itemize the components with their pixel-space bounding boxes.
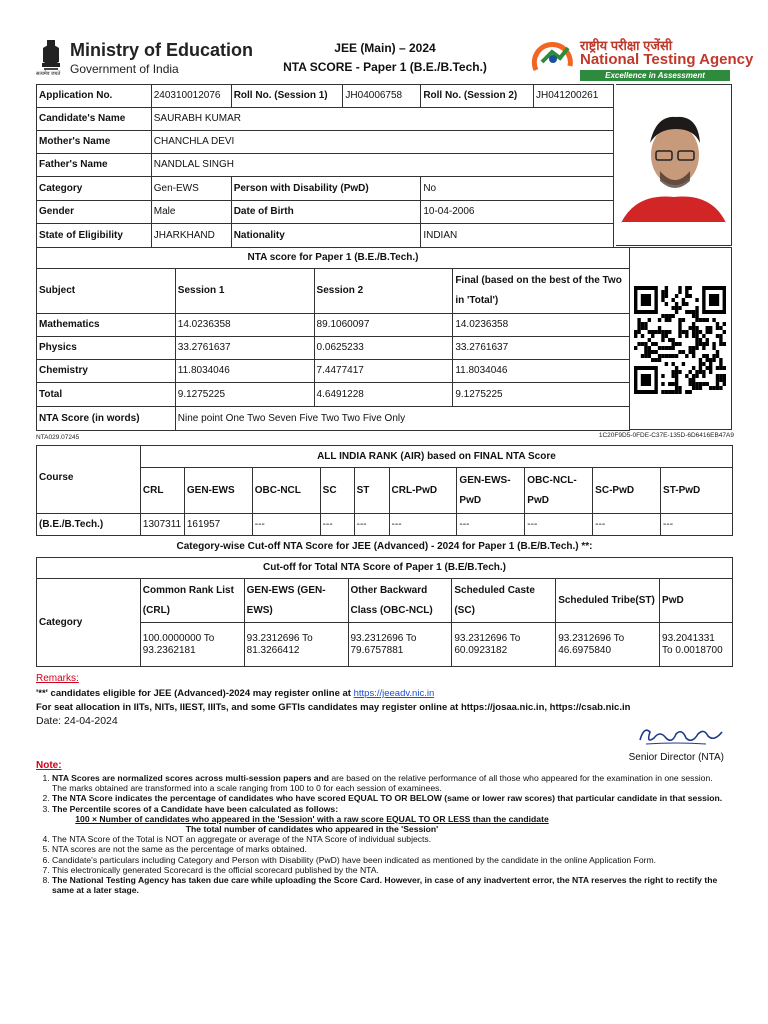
application-no-label: Application No.	[37, 85, 152, 108]
code-right: 1C20F9D5-0FDE-C37E-135D-6D6416EB47A9	[598, 432, 734, 439]
qr-code	[630, 247, 732, 430]
cutoff-value-line: 93.2041331	[662, 632, 715, 644]
note-2: The NTA Score indicates the percentage of candidates who have scored EQUAL TO OR BELOW (same or lower raw scores) that particular candidate in that session.	[52, 793, 723, 804]
air-header: ST	[354, 468, 389, 514]
score-table-title: NTA score for Paper 1 (B.E./B.Tech.)	[37, 248, 630, 269]
ministry-subtitle: Government of India	[70, 62, 179, 76]
cutoff-value-line: 93.2312696 To	[558, 632, 625, 644]
code-left: NTA029.07245	[36, 434, 80, 441]
nta-score-table	[36, 247, 630, 431]
jeeadv-link[interactable]: https://jeeadv.nic.in	[353, 688, 435, 699]
air-value: ---	[457, 514, 525, 536]
cutoff-header-line: (SC)	[454, 604, 475, 616]
cutoff-header-line: (CRL)	[142, 604, 171, 616]
cutoff-value-line: 81.3266412	[246, 644, 300, 656]
cutoff-header	[348, 579, 452, 623]
air-header: CRL	[140, 468, 184, 514]
session2-score: 89.1060097	[314, 314, 453, 337]
final-score: 9.1275225	[453, 383, 630, 407]
state-value: JHARKHAND	[151, 224, 231, 248]
roll1-value: JH04006758	[343, 85, 421, 108]
gender-value: Male	[151, 201, 231, 224]
table-row	[37, 383, 630, 407]
col-final-header-line2: in 'Total')	[455, 295, 499, 306]
nta-emblem-icon	[530, 36, 576, 82]
col-final-header-line1: Final (based on the best of the Two	[455, 275, 622, 286]
nta-english-name: National Testing Agency	[580, 51, 754, 68]
category-value: Gen-EWS	[151, 177, 231, 201]
table-row	[37, 314, 630, 337]
note-item: 7. This electronically generated Scorecard is the official scorecard published by the NTA.	[52, 865, 726, 875]
candidate-name-value: SAURABH KUMAR	[151, 108, 613, 131]
emblem-motto: सत्यमेव जयते	[36, 71, 61, 77]
cutoff-header-line: Common Rank List	[142, 584, 234, 596]
cutoff-header	[452, 579, 556, 623]
candidate-photo	[616, 84, 732, 246]
final-score: 33.2761637	[453, 337, 630, 360]
candidate-name-label: Candidate's Name	[37, 108, 152, 131]
cutoff-value	[140, 623, 244, 667]
air-header: ST-PwD	[661, 468, 733, 514]
cutoff-value	[452, 623, 556, 667]
score-title: NTA SCORE - Paper 1 (B.E./B.Tech.)	[283, 60, 487, 74]
notes-list	[36, 773, 726, 895]
session2-score: 4.6491228	[314, 383, 453, 407]
note-label: Note:	[36, 760, 62, 771]
cutoff-category-label: Category	[37, 579, 141, 667]
table-row	[37, 514, 733, 536]
gender-label: Gender	[37, 201, 152, 224]
table-row	[37, 623, 733, 667]
person-photo-icon	[616, 85, 730, 245]
final-score: 11.8034046	[453, 360, 630, 383]
state-label: State of Eligibility	[37, 224, 152, 248]
dob-label: Date of Birth	[231, 201, 421, 224]
course-value: (B.E./B.Tech.)	[37, 514, 141, 536]
cutoff-value-line: 93.2312696 To	[454, 632, 521, 644]
note-item: 4. The NTA Score of the Total is NOT an aggregate or average of the NTA Score of individual subjects.	[52, 834, 726, 844]
score-words-value: Nine point One Two Seven Five Two Two Five Only	[175, 407, 629, 431]
dob-value: 10-04-2006	[421, 201, 614, 224]
cutoff-header: Scheduled Tribe(ST)	[556, 579, 660, 623]
remarks-line1	[36, 688, 434, 699]
table-row	[37, 360, 630, 383]
air-header: OBC-NCL-PwD	[525, 468, 593, 514]
pwd-value: No	[421, 177, 614, 201]
air-value: ---	[354, 514, 389, 536]
formula-numerator: 100 × Number of candidates who appeared in the 'Session' with a raw score EQUAL TO OR LESS than the candidate	[75, 813, 549, 824]
air-header: CRL-PwD	[389, 468, 457, 514]
remarks-line1-text: '**' candidates eligible for JEE (Advanced)-2024 may register online at	[36, 688, 351, 699]
nta-hindi-name: राष्ट्रीय परीक्षा एजेंसी	[580, 38, 673, 53]
note-8: The National Testing Agency has taken due care while uploading the Score Card. However, in case of any inadvertent error, the NTA reserves the right to rectify the same at a later stage.	[52, 875, 718, 896]
nta-tagline: Excellence in Assessment	[580, 70, 730, 81]
cutoff-header-line: Class (OBC-NCL)	[350, 604, 433, 616]
cutoff-value-line: 46.6975840	[558, 644, 612, 656]
cutoff-heading: Category-wise Cut-off NTA Score for JEE (Advanced) - 2024 for Paper 1 (B.E/B.Tech.) **:	[176, 541, 593, 552]
subject-name: Chemistry	[37, 360, 176, 383]
exam-title: JEE (Main) – 2024	[334, 41, 436, 55]
session1-score: 33.2761637	[175, 337, 314, 360]
col-session2-header: Session 2	[314, 269, 453, 314]
signatory-title: Senior Director (NTA)	[628, 752, 724, 763]
mother-name-value: CHANCHLA DEVI	[151, 131, 613, 154]
formula-denominator: The total number of candidates who appeared in the 'Session'	[185, 824, 439, 835]
subject-name: Mathematics	[37, 314, 176, 337]
cutoff-value-line: 93.2312696 To	[246, 632, 313, 644]
air-header: OBC-NCL	[252, 468, 320, 514]
pwd-label: Person with Disability (PwD)	[231, 177, 421, 201]
col-final-header	[453, 269, 630, 314]
course-label: Course	[37, 446, 141, 514]
air-header: GEN-EWS	[184, 468, 252, 514]
air-value: ---	[525, 514, 593, 536]
qr-code-icon	[634, 286, 726, 394]
mother-name-label: Mother's Name	[37, 131, 152, 154]
session2-score: 7.4477417	[314, 360, 453, 383]
session1-score: 9.1275225	[175, 383, 314, 407]
table-row	[37, 337, 630, 360]
roll1-label: Roll No. (Session 1)	[231, 85, 343, 108]
nta-logo	[530, 36, 754, 84]
scorecard-date: Date: 24-04-2024	[36, 715, 118, 727]
cutoff-header: PwD	[660, 579, 733, 623]
ministry-title: Ministry of Education	[70, 40, 254, 60]
air-header: SC-PwD	[593, 468, 661, 514]
cutoff-header-line: Scheduled Caste	[454, 584, 535, 596]
father-name-label: Father's Name	[37, 154, 152, 177]
remarks-line2: For seat allocation in IITs, NITs, IIEST, IIITs, and some GFTIs candidates may register online at https://josaa.nic.in, https://csab.nic.in	[36, 702, 631, 713]
session2-score: 0.0625233	[314, 337, 453, 360]
cutoff-value-line: 93.2312696 To	[350, 632, 417, 644]
application-no-value: 240310012076	[151, 85, 231, 108]
col-subject-header: Subject	[37, 269, 176, 314]
roll2-label: Roll No. (Session 2)	[421, 85, 534, 108]
air-value: ---	[389, 514, 457, 536]
note-item: 6. Candidate's particulars including Category and Person with Disability (PwD) have been indicated as mentioned by the candidate in the online Application Form.	[52, 855, 726, 865]
cutoff-value-line: 79.6757881	[350, 644, 404, 656]
cutoff-value	[556, 623, 660, 667]
air-value: ---	[320, 514, 354, 536]
final-score: 14.0236358	[453, 314, 630, 337]
subject-name: Physics	[37, 337, 176, 360]
nationality-value: INDIAN	[421, 224, 614, 248]
cutoff-header-line: GEN-EWS (GEN-	[246, 584, 326, 596]
note-item	[52, 804, 726, 835]
air-value: ---	[661, 514, 733, 536]
cutoff-header-line: EWS)	[246, 604, 273, 616]
cutoff-value-line: 93.2362181	[142, 644, 196, 656]
roll2-value: JH041200261	[534, 85, 614, 108]
note-item: 5. NTA scores are not the same as the percentage of marks obtained.	[52, 844, 726, 854]
cutoff-table	[36, 557, 733, 667]
note-item	[52, 875, 726, 895]
candidate-details-table	[36, 84, 614, 248]
air-header: GEN-EWS-PwD	[457, 468, 525, 514]
cutoff-value	[244, 623, 348, 667]
air-header: SC	[320, 468, 354, 514]
note-3: The Percentile scores of a Candidate have been calculated as follows:	[52, 803, 339, 814]
cutoff-value-line: To 0.0018700	[662, 644, 723, 656]
signature-icon	[636, 722, 731, 750]
cutoff-value-line: 60.0923182	[454, 644, 508, 656]
session1-score: 14.0236358	[175, 314, 314, 337]
cutoff-value	[348, 623, 452, 667]
ministry-logo	[36, 38, 254, 80]
cutoff-header	[140, 579, 244, 623]
cutoff-header-line: Other Backward	[350, 584, 428, 596]
subject-name: Total	[37, 383, 176, 407]
category-label: Category	[37, 177, 152, 201]
air-value: 1307311	[140, 514, 184, 536]
cutoff-value-line: 100.0000000 To	[142, 632, 215, 644]
cutoff-header	[244, 579, 348, 623]
note-1-rest: are based on the relative performance of all those who appeared for the examination in one session. The marks obtained are transformed into a scale ranging from 100 to 0 for each session of examinees.	[52, 773, 713, 794]
air-table	[36, 445, 733, 536]
father-name-value: NANDLAL SINGH	[151, 154, 613, 177]
air-value: ---	[252, 514, 320, 536]
nationality-label: Nationality	[231, 224, 421, 248]
cutoff-title: Cut-off for Total NTA Score of Paper 1 (B.E/B.Tech.)	[37, 558, 733, 579]
note-item	[52, 793, 726, 803]
score-words-label: NTA Score (in words)	[37, 407, 176, 431]
session1-score: 11.8034046	[175, 360, 314, 383]
remarks-label: Remarks:	[36, 673, 79, 684]
note-1-bold: NTA Scores are normalized scores across multi-session papers and	[52, 773, 330, 783]
air-value: 161957	[184, 514, 252, 536]
cutoff-value	[660, 623, 733, 667]
air-title: ALL INDIA RANK (AIR) based on FINAL NTA Score	[140, 446, 732, 468]
note-item	[52, 773, 726, 793]
air-value: ---	[593, 514, 661, 536]
col-session1-header: Session 1	[175, 269, 314, 314]
